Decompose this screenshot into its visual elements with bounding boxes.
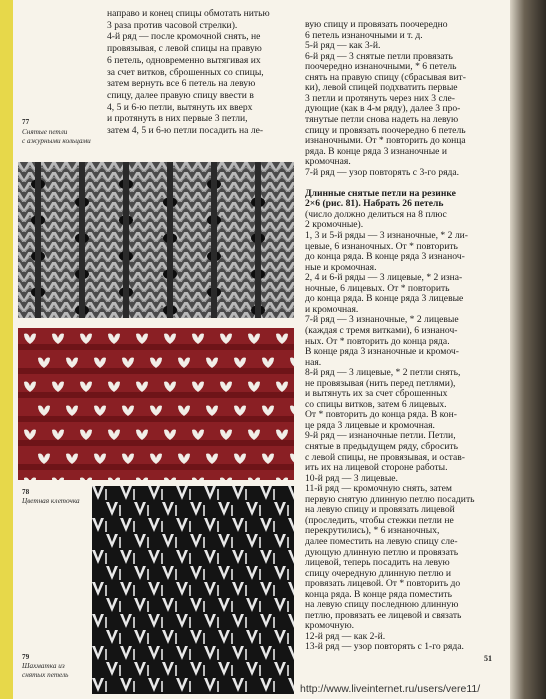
text-line: 6 петель изнаночными и т. д. bbox=[305, 29, 423, 41]
text-line: 4-й ряд — после кромочной снять, не bbox=[107, 31, 261, 43]
text-line: и протянуть в них первые 3 петли, bbox=[107, 113, 248, 125]
text-line: 2 кромочные). bbox=[305, 219, 364, 231]
text-line: 3 петли и протянуть через них 3 сле- bbox=[305, 92, 455, 104]
text-line: 10-й ряд — 3 лицевые. bbox=[305, 472, 398, 484]
text-line: Длинные снятые петли на резинке bbox=[305, 187, 456, 199]
figure-77-caption-line1: Снятые петли bbox=[22, 128, 68, 136]
text-line: со спицы витков, затем 6 лицевых. bbox=[305, 398, 447, 410]
watermark-url: http://www.liveinternet.ru/users/vere11/ bbox=[300, 683, 481, 695]
text-line: (число должно делиться на 8 плюс bbox=[305, 208, 447, 220]
text-line: до конца ряда. В конце ряда 3 лицевые bbox=[305, 293, 464, 305]
text-line: 4, 5 и 6-ю петли, вытянуть их вверх bbox=[107, 101, 253, 113]
text-line: (проследить, чтобы стежки петли не bbox=[305, 514, 454, 526]
text-line: 2, 4 и 6-й ряды — 3 лицевые, * 2 изна- bbox=[305, 272, 463, 284]
text-line: ить их на лицевой стороне работы. bbox=[305, 462, 448, 474]
text-line: 2×6 (рис. 81). Набрать 26 петель bbox=[305, 198, 444, 210]
text-line: не провязывая (нить перед петлями), bbox=[305, 377, 456, 389]
text-line: далее поместить на левую спицу сле- bbox=[305, 535, 458, 547]
text-line: спицу, далее правую спицу ввести в bbox=[107, 89, 254, 101]
text-line: снятые в предыдущем ряду, сбросить bbox=[305, 441, 458, 452]
book-spine bbox=[510, 0, 546, 699]
text-line: ные и кромочная. bbox=[305, 261, 377, 273]
text-line: затем вернуть все 6 петель на левую bbox=[107, 78, 256, 90]
text-line: це ряда 3 лицевые и кромочная. bbox=[305, 419, 435, 431]
text-line: поочередно изнаночными, * 6 петель bbox=[305, 61, 457, 73]
figure-78-caption: Цветная клеточка bbox=[22, 497, 80, 505]
text-line: 5-й ряд — как 3-й. bbox=[305, 40, 381, 52]
text-line: провязать лицевой. От * повторить до bbox=[305, 578, 461, 590]
text-line: кромочная. bbox=[305, 156, 351, 168]
text-line: 8-й ряд — 3 лицевые, * 2 петли снять, bbox=[305, 367, 461, 379]
text-line: затем 4, 5 и 6-ю петли посадить на ле- bbox=[107, 125, 264, 136]
text-line: 6 петель, одновременно вытягивая их bbox=[107, 54, 261, 66]
text-line: 12-й ряд — как 2-й. bbox=[305, 630, 386, 642]
page-number: 51 bbox=[484, 654, 492, 663]
text-line: кромочную. bbox=[305, 620, 355, 632]
text-line: первую снятую длинную петлю посадить bbox=[305, 493, 475, 505]
text-line: до конца ряда. В конце ряда 3 изнаноч- bbox=[305, 251, 465, 263]
text-line: ных. От * повторить до конца ряда. bbox=[305, 335, 450, 347]
text-line: провязывая, с левой спицы на правую bbox=[107, 43, 262, 55]
figure-78-number: 78 bbox=[22, 488, 30, 496]
text-line: направо и конец спицы обмотать нитью bbox=[107, 8, 270, 19]
text-line: От * повторить до конца ряда. В кон- bbox=[305, 409, 457, 421]
figure-79-caption-line1: Шахматка из bbox=[22, 662, 65, 670]
figure-79-knit-photo bbox=[92, 486, 294, 694]
figure-77-knit-photo bbox=[18, 162, 294, 318]
text-line: тянутые петли снова надеть на левую bbox=[305, 113, 459, 125]
text-line: дующую длинную петлю и провязать bbox=[305, 546, 459, 558]
text-line: 3 раза против часовой стрелки). bbox=[107, 19, 238, 31]
text-line: и вытянуть их за счет сброшенных bbox=[305, 388, 448, 400]
text-line: и кромочная. bbox=[305, 303, 359, 315]
text-line: перекрутились), * 6 изнаночных, bbox=[305, 525, 440, 537]
text-line: цевые, 6 изнаночных. От * повторить bbox=[305, 240, 458, 252]
text-line: спицу очередную длинную петлю и bbox=[305, 567, 452, 579]
text-line: снять на правую спицу (сбрасывая вит- bbox=[305, 71, 466, 83]
text-line: 7-й ряд — узор повторять с 3-го ряда. bbox=[305, 166, 460, 178]
figure-77-caption-line2: с ажурными кольцами bbox=[22, 137, 91, 145]
figure-77-number: 77 bbox=[22, 118, 30, 126]
text-line: спицу и провязать поочередно 6 петель bbox=[305, 124, 466, 136]
text-line: 11-й ряд — кромочную снять, затем bbox=[305, 483, 452, 495]
text-line: дующие (как в 4-м ряду), далее 3 про- bbox=[305, 103, 461, 115]
text-line: изнаночными. От * повторить до конца bbox=[305, 135, 466, 147]
figure-79-caption-line2: снятых петель bbox=[22, 671, 69, 679]
page-edge-tab bbox=[0, 0, 13, 699]
text-line: ная. bbox=[305, 356, 322, 368]
text-line: ночные, 6 лицевых. От * повторить bbox=[305, 282, 450, 294]
text-line: 6-й ряд — 3 снятые петли провязать bbox=[305, 50, 453, 62]
text-line: 13-й ряд — узор повторять с 1-го ряда. bbox=[305, 641, 464, 653]
figure-79-number: 79 bbox=[22, 653, 30, 661]
text-line: петлю, провязать ее лицевой и связать bbox=[305, 609, 462, 621]
text-line: на левую спицу последнюю длинную bbox=[305, 599, 459, 611]
text-line: за счет витков, сброшенных со спицы, bbox=[107, 66, 264, 78]
text-line: с левой спицы, не провязывая, и остав- bbox=[305, 451, 465, 463]
text-line: ряда. В конце ряда 3 изнаночные и bbox=[305, 145, 447, 157]
text-line: В конце ряда 3 изнаночные и кромоч- bbox=[305, 346, 459, 358]
text-line: 7-й ряд — 3 изнаночные, * 2 лицевые bbox=[305, 314, 459, 326]
text-line: ки), левой спицей подхватить первые bbox=[305, 82, 458, 94]
text-line: (каждая с тремя витками), 6 изнаноч- bbox=[305, 324, 458, 336]
text-line: вую спицу и провязать поочередно bbox=[305, 19, 448, 30]
figure-78-knit-photo bbox=[18, 328, 294, 480]
text-line: лицевой, теперь посадить на левую bbox=[305, 557, 450, 569]
text-line: 1, 3 и 5-й ряды — 3 изнаночные, * 2 ли- bbox=[305, 230, 468, 241]
text-line: 9-й ряд — изнаночные петли. Петли, bbox=[305, 430, 456, 442]
text-line: конца ряда. В конце ряда поместить bbox=[305, 588, 452, 600]
text-line: на левую спицу и провязать лицевой bbox=[305, 504, 455, 516]
